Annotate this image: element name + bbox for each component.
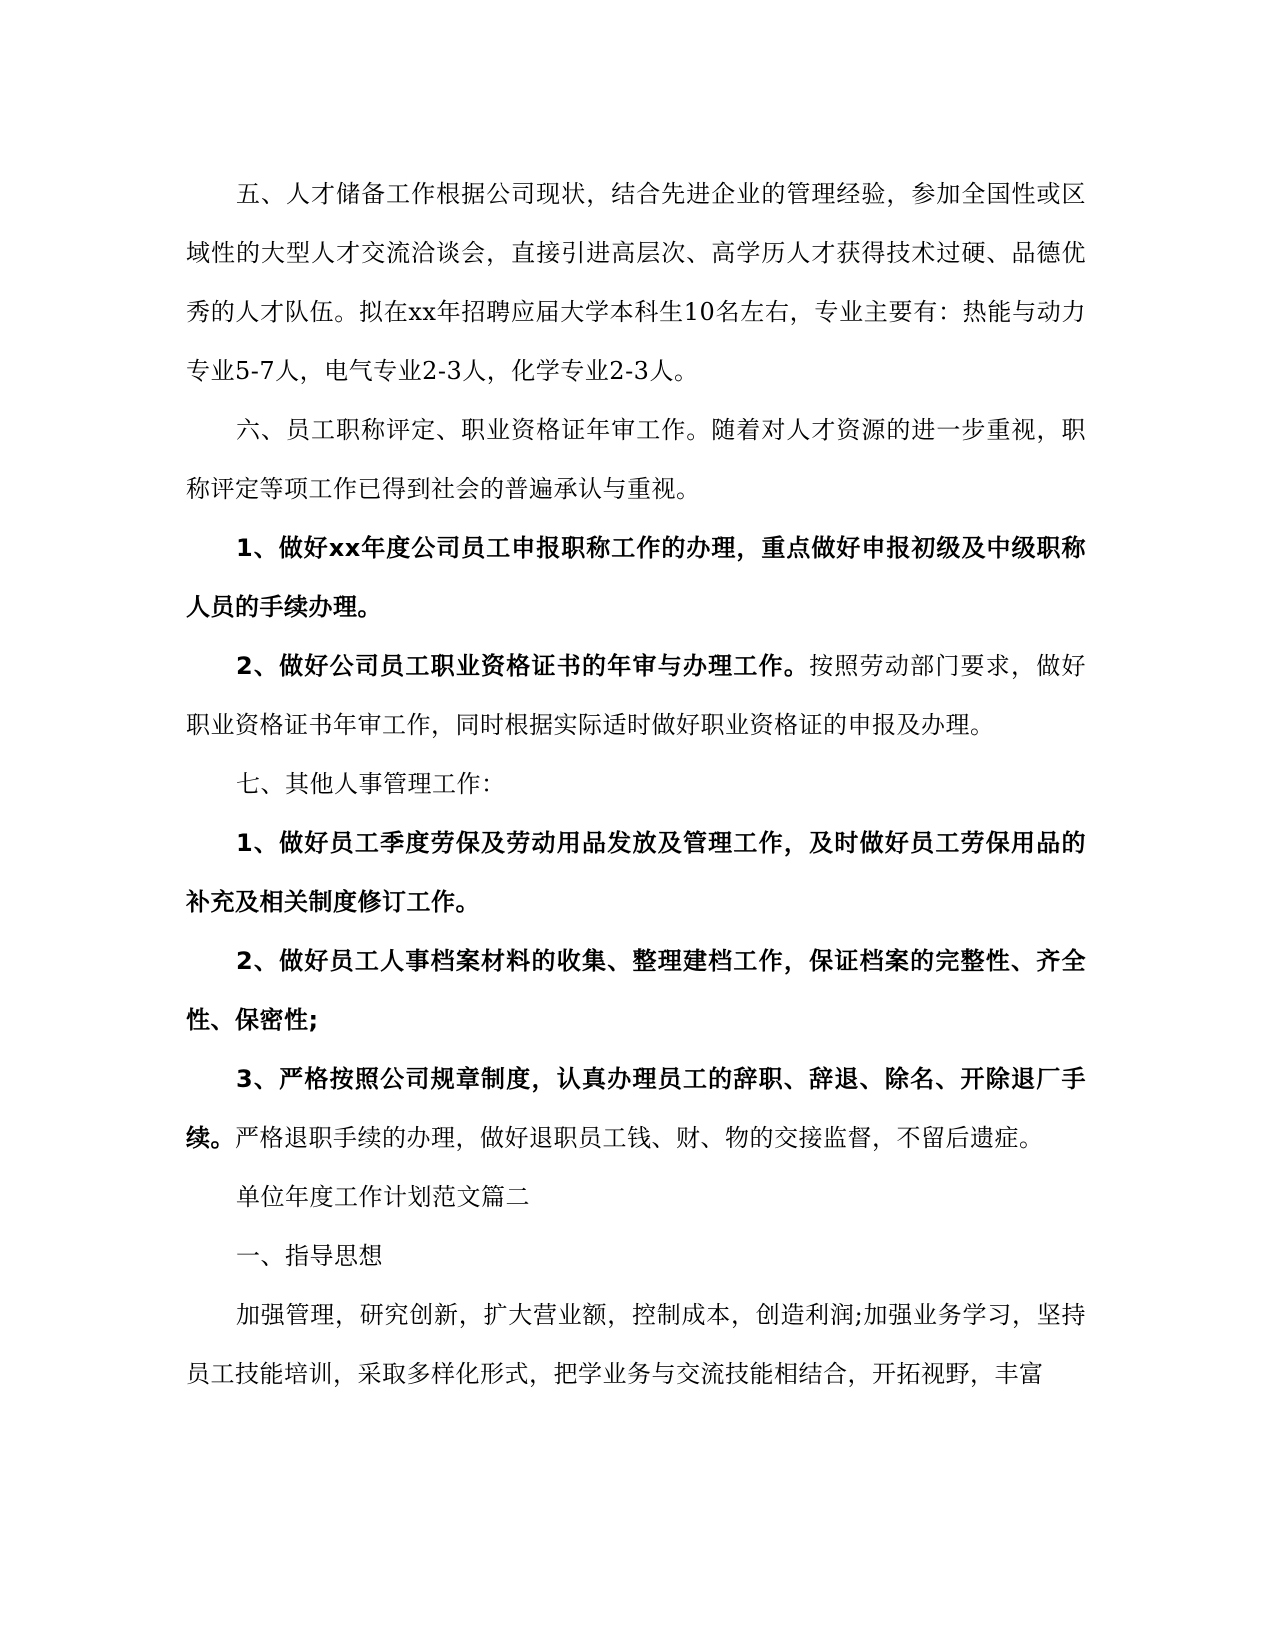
paragraph-management-innovation	[186, 1286, 1086, 1404]
paragraph-text: 一、指导思想	[236, 1242, 383, 1270]
paragraph-bold-text: 1、做好xx年度公司员工申报职称工作的办理，重点做好申报初级及中级职称人员的手续办理。	[186, 534, 1086, 621]
paragraph-text: 五、人才储备工作根据公司现状，结合先进企业的管理经验，参加全国性或区域性的大型人才交流洽谈会，直接引进高层次、高学历人才获得技术过硬、品德优秀的人才队伍。拟在xx年招聘应届大学本科生10名左右，专业主要有：热能与动力专业5-7人，电气专业2-3人，化学专业2-3人。	[186, 180, 1086, 385]
paragraph-text: 严格退职手续的办理，做好退职员工钱、财、物的交接监督，不留后遗症。	[235, 1124, 1044, 1152]
paragraph-bold-text: 3、严格按照公司规章制度，认真办理员工的辞职、辞退、除名、开除退厂手续。	[186, 1065, 1086, 1152]
paragraph-bold-text: 1、做好员工季度劳保及劳动用品发放及管理工作，及时做好员工劳保用品的补充及相关制度修订工作。	[186, 829, 1086, 916]
paragraph-personnel-files	[186, 932, 1086, 1050]
paragraph-talent-reserve	[186, 165, 1086, 401]
paragraph-title-application	[186, 519, 1086, 637]
paragraph-bold-text: 2、做好公司员工职业资格证书的年审与办理工作。	[236, 652, 810, 680]
paragraph-resignation-procedures	[186, 1050, 1086, 1168]
paragraph-other-hr-work	[186, 755, 1086, 814]
paragraph-labor-protection	[186, 814, 1086, 932]
section-heading-plan-two	[186, 1168, 1086, 1227]
paragraph-certificate-review	[186, 637, 1086, 755]
paragraph-text: 加强管理，研究创新，扩大营业额，控制成本，创造利润;加强业务学习，坚持员工技能培训，采取多样化形式，把学业务与交流技能相结合，开拓视野，丰富	[186, 1301, 1086, 1388]
paragraph-text: 单位年度工作计划范文篇二	[236, 1183, 530, 1211]
paragraph-text: 七、其他人事管理工作：	[236, 770, 506, 798]
section-heading-guiding-ideology	[186, 1227, 1086, 1286]
paragraph-title-evaluation	[186, 401, 1086, 519]
paragraph-text: 按照劳动部门要求，做好职业资格证书年审工作，同时根据实际适时做好职业资格证的申报及办理。	[186, 652, 1087, 739]
paragraph-bold-text: 2、做好员工人事档案材料的收集、整理建档工作，保证档案的完整性、齐全性、保密性;	[186, 947, 1086, 1034]
document-body	[186, 165, 1086, 1404]
paragraph-text: 六、员工职称评定、职业资格证年审工作。随着对人才资源的进一步重视，职称评定等项工作已得到社会的普遍承认与重视。	[186, 416, 1086, 503]
